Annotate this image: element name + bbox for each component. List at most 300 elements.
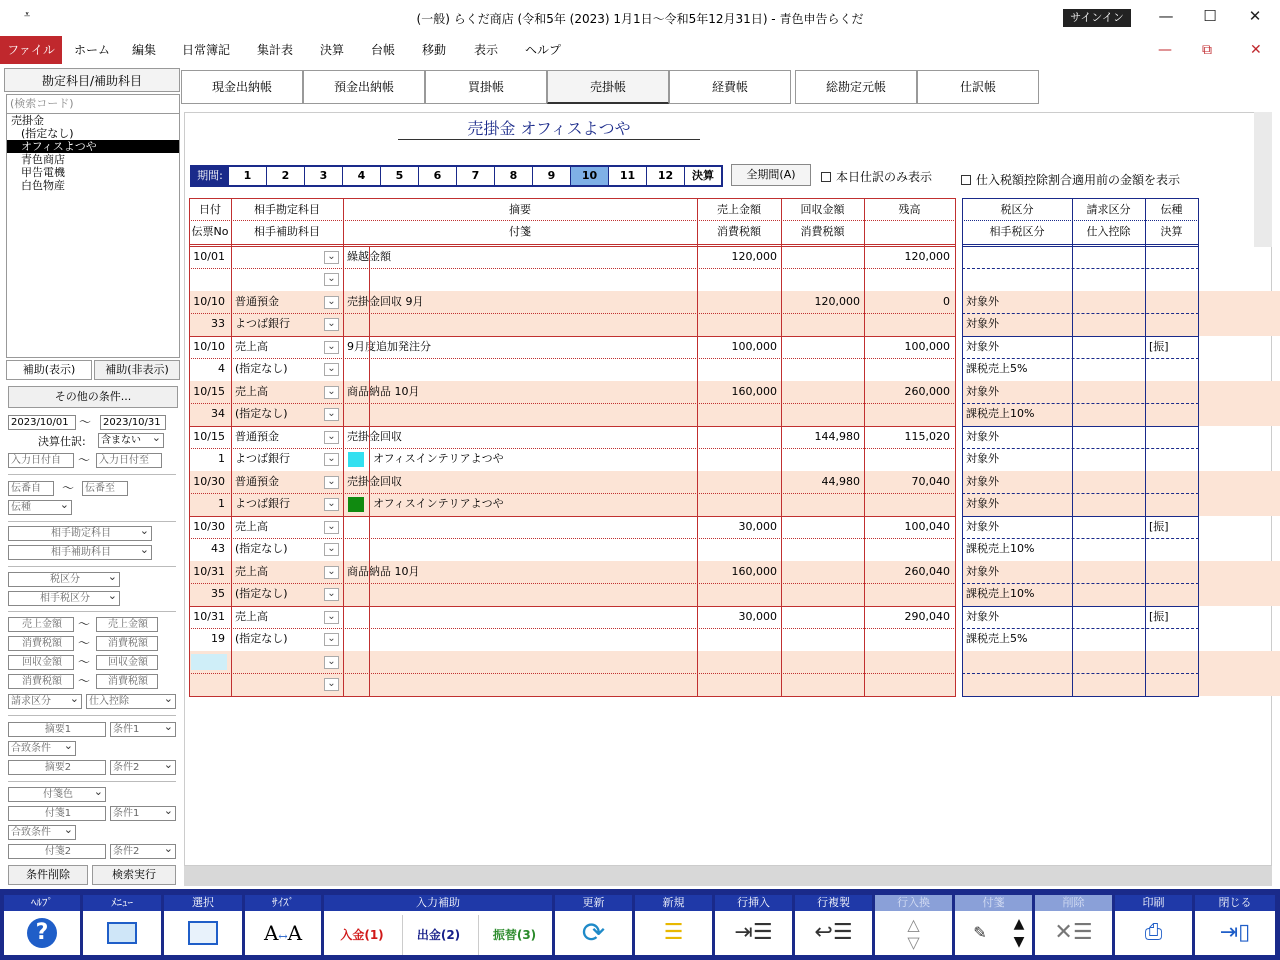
menu-button[interactable] [83, 895, 161, 955]
denpyo-no-cell[interactable]: 43 [211, 542, 225, 555]
period-month-6[interactable]: 6 [419, 167, 457, 185]
balance-cell[interactable]: 260,040 [904, 565, 950, 578]
fusen-cell[interactable] [373, 403, 693, 425]
aite-zei-cell[interactable]: 対象外 [966, 317, 999, 330]
menu-move[interactable]: 移動 [422, 43, 447, 57]
fusen-cell[interactable] [373, 313, 693, 335]
receipt-amount-cell[interactable]: 120,000 [814, 295, 860, 308]
date-cell[interactable]: 10/30 [193, 475, 225, 488]
period-month-8[interactable]: 8 [495, 167, 533, 185]
joken2-select[interactable]: 条件2 ⌄ [110, 760, 176, 775]
quick-access-icon[interactable]: ⩡ [24, 8, 31, 21]
fusen-cell[interactable] [373, 358, 693, 380]
dropdown-arrow-icon[interactable]: ⌄ [324, 476, 339, 489]
kessan-cell[interactable] [1145, 448, 1198, 470]
close-button[interactable] [1195, 895, 1275, 955]
dropdown-arrow-icon[interactable]: ⌄ [324, 273, 339, 286]
aite-hojo-cell[interactable]: (指定なし) [235, 587, 288, 600]
date-cell[interactable]: 10/01 [193, 250, 225, 263]
seikyu-cell[interactable] [1072, 651, 1145, 673]
kaishu-to-field[interactable]: 回収金額 [96, 655, 158, 670]
aite-zei-cell[interactable]: 課税売上10% [966, 587, 1035, 600]
receipt-tax-cell[interactable] [781, 628, 864, 650]
vertical-scrollbar[interactable] [1254, 112, 1272, 247]
shukkin-button[interactable]: 出金(2) [402, 915, 474, 955]
receipt-amount-cell[interactable] [781, 561, 864, 583]
aite-zei-cell[interactable]: 課税売上10% [966, 407, 1035, 420]
dropdown-arrow-icon[interactable]: ⌄ [324, 611, 339, 624]
balance-cell[interactable]: 290,040 [904, 610, 950, 623]
date-cell[interactable]: 10/31 [193, 565, 225, 578]
sales-tax-cell[interactable] [697, 313, 781, 335]
receipt-amount-cell[interactable] [781, 336, 864, 358]
seikyu-cell[interactable] [1072, 561, 1145, 583]
grid-line [189, 673, 956, 674]
denban-from-field[interactable]: 伝番自 [8, 481, 54, 496]
row-swap-label: 行入換 [875, 895, 952, 911]
fusen-cell[interactable] [373, 673, 693, 695]
menu-home[interactable]: ホーム [74, 43, 111, 57]
joken4-select[interactable]: 条件2 ⌄ [110, 844, 176, 859]
signin-button[interactable]: サインイン [1063, 9, 1131, 27]
period-month-5[interactable]: 5 [381, 167, 419, 185]
seikyu-cell[interactable] [1072, 291, 1145, 313]
sales-amount-cell[interactable]: 120,000 [731, 250, 777, 263]
tekiyo-cell[interactable]: 商品納品 10月 [347, 565, 420, 578]
denpyo-no-cell[interactable]: 4 [218, 362, 225, 375]
densyu-cell[interactable] [1145, 651, 1198, 673]
shohi1-from-field[interactable]: 消費税額 [8, 636, 74, 651]
aite-zei-cell[interactable] [962, 268, 1072, 290]
densyu-cell[interactable]: [振] [1149, 610, 1169, 623]
receipt-tax-cell[interactable] [781, 493, 864, 515]
aite-kamoku-cell[interactable]: 売上高 [235, 340, 268, 353]
dropdown-arrow-icon[interactable]: ⌄ [324, 318, 339, 331]
date-to-field[interactable]: 2023/10/31 [100, 415, 166, 430]
dropdown-arrow-icon[interactable]: ⌄ [324, 543, 339, 556]
balance-cell[interactable]: 260,000 [904, 385, 950, 398]
receipt-tax-cell[interactable] [781, 403, 864, 425]
tekiyo2-field[interactable]: 摘要2 [8, 760, 106, 775]
print-button[interactable] [1115, 895, 1192, 955]
kessan-cell[interactable] [1145, 628, 1198, 650]
shohi1-to-field[interactable]: 消費税額 [96, 636, 158, 651]
receipt-tax-cell[interactable] [781, 358, 864, 380]
other-conditions-button[interactable]: その他の条件... [8, 386, 178, 408]
tree-item[interactable]: 甲告電機 [21, 166, 65, 179]
fusen-button[interactable] [955, 895, 1032, 955]
sales-amount-cell[interactable] [697, 471, 781, 493]
densyu-cell[interactable] [1145, 291, 1198, 313]
balance-cell[interactable]: 70,040 [911, 475, 950, 488]
tekiyo-cell[interactable]: 売掛金回収 [347, 430, 402, 443]
aite-hojo-cell[interactable]: (指定なし) [235, 362, 288, 375]
kessan-cell[interactable] [1145, 493, 1198, 515]
aite-hojo-cell[interactable]: よつば銀行 [235, 317, 290, 330]
dropdown-arrow-icon[interactable]: ⌄ [324, 363, 339, 376]
denpyo-no-cell[interactable]: 1 [218, 497, 225, 510]
densyu-cell[interactable] [1145, 426, 1198, 448]
balance-cell[interactable]: 100,040 [904, 520, 950, 533]
aite-kamoku-cell[interactable]: 普通預金 [235, 430, 279, 443]
densyu-cell[interactable]: [振] [1149, 520, 1169, 533]
aite-zei-select[interactable]: 相手税区分 ⌄ [8, 591, 120, 606]
sales-tax-cell[interactable] [697, 493, 781, 515]
aite-hojo-cell[interactable] [235, 673, 335, 695]
input-date-to-field[interactable]: 入力日付至 [96, 453, 162, 468]
seikyu-cell[interactable] [1072, 381, 1145, 403]
fusen-cell[interactable] [373, 628, 693, 650]
denpyo-no-cell[interactable]: 33 [211, 317, 225, 330]
denpyo-no-cell[interactable]: 35 [211, 587, 225, 600]
mdi-close-icon[interactable]: ✕ [1250, 42, 1262, 58]
densyu-cell[interactable] [1145, 471, 1198, 493]
kessan-cell[interactable] [1145, 268, 1198, 290]
zei-kubun-cell[interactable]: 対象外 [966, 340, 999, 353]
menu-kessan[interactable]: 決算 [320, 43, 345, 57]
period-month-10[interactable]: 10 [571, 167, 609, 185]
aite-kamoku-cell[interactable] [235, 651, 335, 673]
joken1-select[interactable]: 条件1 ⌄ [110, 722, 176, 737]
densyu-cell[interactable] [1145, 561, 1198, 583]
aite-kamoku-cell[interactable]: 売上高 [235, 385, 268, 398]
aite-hojo-cell[interactable]: よつば銀行 [235, 452, 290, 465]
dropdown-arrow-icon[interactable]: ⌄ [324, 633, 339, 646]
zei-kubun-cell[interactable] [962, 651, 1072, 673]
new-button[interactable] [635, 895, 712, 955]
period-month-13[interactable]: 決算 [692, 169, 714, 182]
aite-zei-cell[interactable]: 課税売上5% [966, 632, 1028, 645]
today-only-checkbox[interactable] [821, 168, 932, 185]
account-tree[interactable] [6, 114, 180, 358]
grid-line [962, 198, 963, 696]
sales-amount-cell[interactable]: 160,000 [731, 385, 777, 398]
tekiyo-cell[interactable]: 9月度追加発注分 [347, 340, 431, 353]
mdi-restore-icon[interactable]: ⧉ [1202, 42, 1212, 58]
before-ratio-checkbox[interactable] [961, 171, 1180, 188]
shiire-cell[interactable] [1072, 628, 1145, 650]
receipt-amount-cell[interactable] [781, 651, 864, 673]
input-date-from-field[interactable]: 入力日付自 [8, 453, 74, 468]
fusen-cell[interactable] [373, 538, 693, 560]
denpyo-no-cell[interactable] [189, 673, 229, 695]
fusen-cell[interactable]: オフィスインテリアよつや [373, 452, 504, 465]
dropdown-arrow-icon[interactable]: ⌄ [324, 386, 339, 399]
period-month-2[interactable]: 2 [267, 167, 305, 185]
shiire-cell[interactable] [1072, 538, 1145, 560]
receipt-amount-cell[interactable]: 144,980 [814, 430, 860, 443]
sales-amount-cell[interactable] [697, 426, 781, 448]
period-month-12[interactable]: 12 [647, 167, 685, 185]
shohi2-from-field[interactable]: 消費税額 [8, 674, 74, 689]
furikae-button[interactable]: 振替(3) [478, 915, 550, 955]
receipt-tax-cell[interactable] [781, 583, 864, 605]
date-cell[interactable]: 10/10 [193, 340, 225, 353]
denpyo-no-cell[interactable] [189, 268, 229, 290]
tekiyo-cell[interactable] [347, 516, 687, 538]
kessan-cell[interactable] [1145, 673, 1198, 695]
receipt-tax-cell[interactable] [781, 313, 864, 335]
tree-item[interactable]: 青色商店 [21, 153, 65, 166]
aite-zei-cell[interactable]: 対象外 [966, 452, 999, 465]
receipt-tax-cell[interactable] [781, 673, 864, 695]
aite-hojo-cell[interactable]: よつば銀行 [235, 497, 290, 510]
receipt-tax-cell[interactable] [781, 448, 864, 470]
denban-to-field[interactable]: 伝番至 [82, 481, 128, 496]
dropdown-arrow-icon[interactable]: ⌄ [324, 656, 339, 669]
receipt-tax-cell[interactable] [781, 538, 864, 560]
balance-cell[interactable]: 0 [943, 295, 950, 308]
size-button[interactable] [245, 895, 321, 955]
dropdown-arrow-icon[interactable]: ⌄ [324, 453, 339, 466]
period-month-1[interactable]: 1 [229, 167, 267, 185]
sales-tax-cell[interactable] [697, 448, 781, 470]
menu-edit[interactable]: 編集 [132, 43, 157, 57]
tekiyo1-field[interactable]: 摘要1 [8, 722, 106, 737]
gatchi1-select[interactable]: 合致条件 ⌄ [8, 741, 76, 756]
dropdown-arrow-icon[interactable]: ⌄ [324, 296, 339, 309]
zei-kubun-cell[interactable]: 対象外 [966, 430, 999, 443]
tab-cash[interactable]: 現金出納帳 [181, 70, 303, 104]
fusen-cell[interactable]: オフィスインテリアよつや [373, 497, 504, 510]
sales-tax-cell[interactable] [697, 403, 781, 425]
sales-amount-cell[interactable]: 30,000 [738, 520, 777, 533]
tree-item-selected[interactable]: オフィスよつや [7, 140, 179, 153]
dropdown-arrow-icon[interactable]: ⌄ [324, 408, 339, 421]
aite-zei-cell[interactable] [962, 673, 1072, 695]
kaishu-from-field[interactable]: 回収金額 [8, 655, 74, 670]
tab-payable[interactable]: 買掛帳 [425, 70, 547, 104]
balance-cell[interactable]: 115,020 [904, 430, 950, 443]
aite-kamoku-cell[interactable]: 普通預金 [235, 475, 279, 488]
maximize-icon[interactable]: ☐ [1203, 7, 1217, 25]
sales-amount-cell[interactable]: 30,000 [738, 610, 777, 623]
kessan-cell[interactable] [1145, 358, 1198, 380]
receipt-tax-cell[interactable] [781, 268, 864, 290]
search-input[interactable]: (検索コード) [6, 94, 180, 114]
fusen2-field[interactable]: 付箋2 [8, 844, 106, 859]
aite-kamoku-cell[interactable]: 売上高 [235, 610, 268, 623]
fusen1-field[interactable]: 付箋1 [8, 806, 106, 821]
balance-cell[interactable]: 100,000 [904, 340, 950, 353]
date-cell[interactable]: 10/10 [193, 295, 225, 308]
denpyo-no-cell[interactable]: 1 [218, 452, 225, 465]
tree-item[interactable]: 売掛金 [11, 114, 44, 127]
aite-zei-cell[interactable]: 課税売上5% [966, 362, 1028, 375]
densyu-select[interactable]: 伝種 ⌄ [8, 500, 72, 515]
aite-hojo-select[interactable]: 相手補助科目 ⌄ [8, 545, 152, 560]
shiire-cell[interactable] [1072, 673, 1145, 695]
shiire-cell[interactable] [1072, 268, 1145, 290]
date-cell[interactable]: 10/31 [193, 610, 225, 623]
fusen-cell[interactable] [373, 268, 693, 290]
densyu-cell[interactable]: [振] [1149, 340, 1169, 353]
receipt-amount-cell[interactable] [781, 246, 864, 268]
receipt-amount-cell[interactable] [781, 381, 864, 403]
minimize-icon[interactable]: — [1158, 7, 1174, 25]
tab-journal[interactable]: 仕訳帳 [917, 70, 1039, 104]
menu-view[interactable]: 表示 [474, 43, 499, 57]
period-month-7[interactable]: 7 [457, 167, 495, 185]
shiire-cell[interactable] [1072, 313, 1145, 335]
zei-kubun-cell[interactable]: 対象外 [966, 295, 999, 308]
kessan-cell[interactable] [1145, 538, 1198, 560]
seikyu-cell[interactable] [1072, 516, 1145, 538]
tekiyo-cell[interactable] [347, 651, 687, 673]
tekiyo-cell[interactable] [347, 606, 687, 628]
uriage-from-field[interactable]: 売上金額 [8, 617, 74, 632]
menu-help[interactable]: ヘルプ [525, 43, 562, 57]
delete-button[interactable] [1035, 895, 1112, 955]
sales-tax-cell[interactable] [697, 538, 781, 560]
zei-kubun-cell[interactable]: 対象外 [966, 610, 999, 623]
menu-summary[interactable]: 集計表 [257, 43, 294, 57]
zei-kubun-cell[interactable]: 対象外 [966, 385, 999, 398]
seikyu-cell[interactable] [1072, 336, 1145, 358]
sales-amount-cell[interactable] [697, 651, 781, 673]
dropdown-arrow-icon[interactable]: ⌄ [324, 588, 339, 601]
zei-kubun-cell[interactable]: 対象外 [966, 565, 999, 578]
select-button[interactable] [164, 895, 242, 955]
shiire-cell[interactable] [1072, 583, 1145, 605]
dropdown-arrow-icon[interactable]: ⌄ [324, 341, 339, 354]
receipt-amount-cell[interactable]: 44,980 [821, 475, 860, 488]
period-month-11[interactable]: 11 [609, 167, 647, 185]
period-month-9[interactable]: 9 [533, 167, 571, 185]
tekiyo-cell[interactable]: 繰越金額 [347, 250, 391, 263]
tilde: ～ [79, 415, 92, 429]
sales-tax-cell[interactable] [697, 583, 781, 605]
denpyo-no-cell[interactable]: 19 [211, 632, 225, 645]
balance-cell[interactable] [864, 651, 954, 673]
dropdown-arrow-icon[interactable]: ⌄ [324, 678, 339, 691]
balance-cell[interactable]: 120,000 [904, 250, 950, 263]
seikyu-cell[interactable] [1072, 246, 1145, 268]
sales-amount-cell[interactable] [697, 291, 781, 313]
row-insert-button[interactable] [715, 895, 792, 955]
tab-sub-hide[interactable]: 補助(非表示) [94, 360, 180, 380]
shiire-select[interactable]: 仕入控除 ⌄ [86, 694, 176, 709]
sales-tax-cell[interactable] [697, 358, 781, 380]
menu-daily[interactable]: 日常簿記 [182, 43, 231, 57]
sales-tax-cell[interactable] [697, 628, 781, 650]
period-month-3[interactable]: 3 [305, 167, 343, 185]
seikyu-select[interactable]: 請求区分 ⌄ [8, 694, 82, 709]
kessan-select[interactable]: 含まない ⌄ [98, 433, 164, 448]
search-button[interactable]: 検索実行 [92, 865, 176, 885]
tab-general-ledger[interactable]: 総勘定元帳 [795, 70, 917, 104]
aite-hojo-cell[interactable]: (指定なし) [235, 542, 288, 555]
sales-amount-cell[interactable]: 100,000 [731, 340, 777, 353]
zei-kubun-cell[interactable]: 対象外 [966, 475, 999, 488]
shohi2-to-field[interactable]: 消費税額 [96, 674, 158, 689]
shiire-cell[interactable] [1072, 403, 1145, 425]
aite-hojo-cell[interactable] [235, 268, 335, 290]
dropdown-arrow-icon[interactable]: ⌄ [324, 431, 339, 444]
seikyu-cell[interactable] [1072, 426, 1145, 448]
tekiyo-cell[interactable]: 売掛金回収 9月 [347, 295, 424, 308]
horizontal-scrollbar[interactable] [184, 866, 1272, 886]
aite-kamoku-cell[interactable] [235, 246, 335, 268]
update-button[interactable] [555, 895, 632, 955]
receipt-amount-cell[interactable] [781, 606, 864, 628]
dropdown-arrow-icon[interactable]: ⌄ [324, 566, 339, 579]
zei-kubun-cell[interactable]: 対象外 [966, 520, 999, 533]
aite-hojo-cell[interactable]: (指定なし) [235, 407, 288, 420]
mdi-minimize-icon[interactable]: — [1158, 42, 1172, 58]
aite-kamoku-select[interactable]: 相手勘定科目 ⌄ [8, 526, 152, 541]
shiire-cell[interactable] [1072, 448, 1145, 470]
shiire-cell[interactable] [1072, 493, 1145, 515]
menu-file[interactable]: ファイル [0, 36, 62, 64]
tab-expense[interactable]: 経費帳 [669, 70, 791, 104]
fusen-updown-icon[interactable]: ▲ ▼ [1013, 916, 1025, 950]
tab-receivable[interactable]: 売掛帳 [547, 70, 669, 104]
sales-amount-cell[interactable]: 160,000 [731, 565, 777, 578]
dropdown-arrow-icon[interactable]: ⌄ [324, 251, 339, 264]
fusen-color-select[interactable]: 付箋色 ⌄ [8, 787, 106, 802]
close-icon[interactable]: ✕ [1248, 7, 1262, 25]
aite-kamoku-cell[interactable]: 売上高 [235, 565, 268, 578]
date-from-field[interactable]: 2023/10/01 [8, 415, 76, 430]
aite-hojo-cell[interactable]: (指定なし) [235, 632, 288, 645]
seikyu-cell[interactable] [1072, 471, 1145, 493]
aite-zei-cell[interactable]: 課税売上10% [966, 542, 1035, 555]
date-cell[interactable]: 10/15 [193, 430, 225, 443]
tree-item[interactable]: (指定なし) [21, 127, 74, 140]
aite-kamoku-cell[interactable]: 普通預金 [235, 295, 279, 308]
receipt-amount-cell[interactable] [781, 516, 864, 538]
densyu-cell[interactable] [1145, 246, 1198, 268]
date-input-active[interactable] [191, 654, 227, 670]
joken3-select[interactable]: 条件1 ⌄ [110, 806, 176, 821]
kessan-cell[interactable] [1145, 403, 1198, 425]
zei-kubun-select[interactable]: 税区分 ⌄ [8, 572, 120, 587]
nyukin-button[interactable]: 入金(1) [340, 928, 384, 942]
fusen-cell[interactable] [373, 583, 693, 605]
row-swap-button[interactable] [875, 895, 952, 955]
tekiyo-cell[interactable]: 商品納品 10月 [347, 385, 420, 398]
sales-tax-cell[interactable] [697, 673, 781, 695]
date-cell[interactable]: 10/15 [193, 385, 225, 398]
seikyu-cell[interactable] [1072, 606, 1145, 628]
tab-deposit[interactable]: 預金出納帳 [303, 70, 425, 104]
row-copy-button[interactable] [795, 895, 872, 955]
aite-zei-cell[interactable]: 対象外 [966, 497, 999, 510]
uriage-to-field[interactable]: 売上金額 [96, 617, 158, 632]
kessan-cell[interactable] [1145, 313, 1198, 335]
kessan-cell[interactable] [1145, 583, 1198, 605]
gatchi2-select[interactable]: 合致条件 ⌄ [8, 825, 76, 840]
period-month-4[interactable]: 4 [343, 167, 381, 185]
tab-sub-show[interactable]: 補助(表示) [6, 360, 92, 380]
all-period-button[interactable]: 全期間(A) [731, 164, 811, 186]
date-cell[interactable]: 10/30 [193, 520, 225, 533]
aite-kamoku-cell[interactable]: 売上高 [235, 520, 268, 533]
tekiyo-cell[interactable]: 売掛金回収 [347, 475, 402, 488]
delete-conditions-button[interactable]: 条件削除 [8, 865, 88, 885]
dropdown-arrow-icon[interactable]: ⌄ [324, 521, 339, 534]
zei-kubun-cell[interactable] [962, 246, 1072, 268]
denpyo-no-cell[interactable]: 34 [211, 407, 225, 420]
tree-item[interactable]: 白色物産 [21, 179, 65, 192]
densyu-cell[interactable] [1145, 381, 1198, 403]
menu-ledger[interactable]: 台帳 [371, 43, 396, 57]
sales-tax-cell[interactable] [697, 268, 781, 290]
dropdown-arrow-icon[interactable]: ⌄ [324, 498, 339, 511]
shiire-cell[interactable] [1072, 358, 1145, 380]
help-button[interactable] [4, 895, 80, 955]
